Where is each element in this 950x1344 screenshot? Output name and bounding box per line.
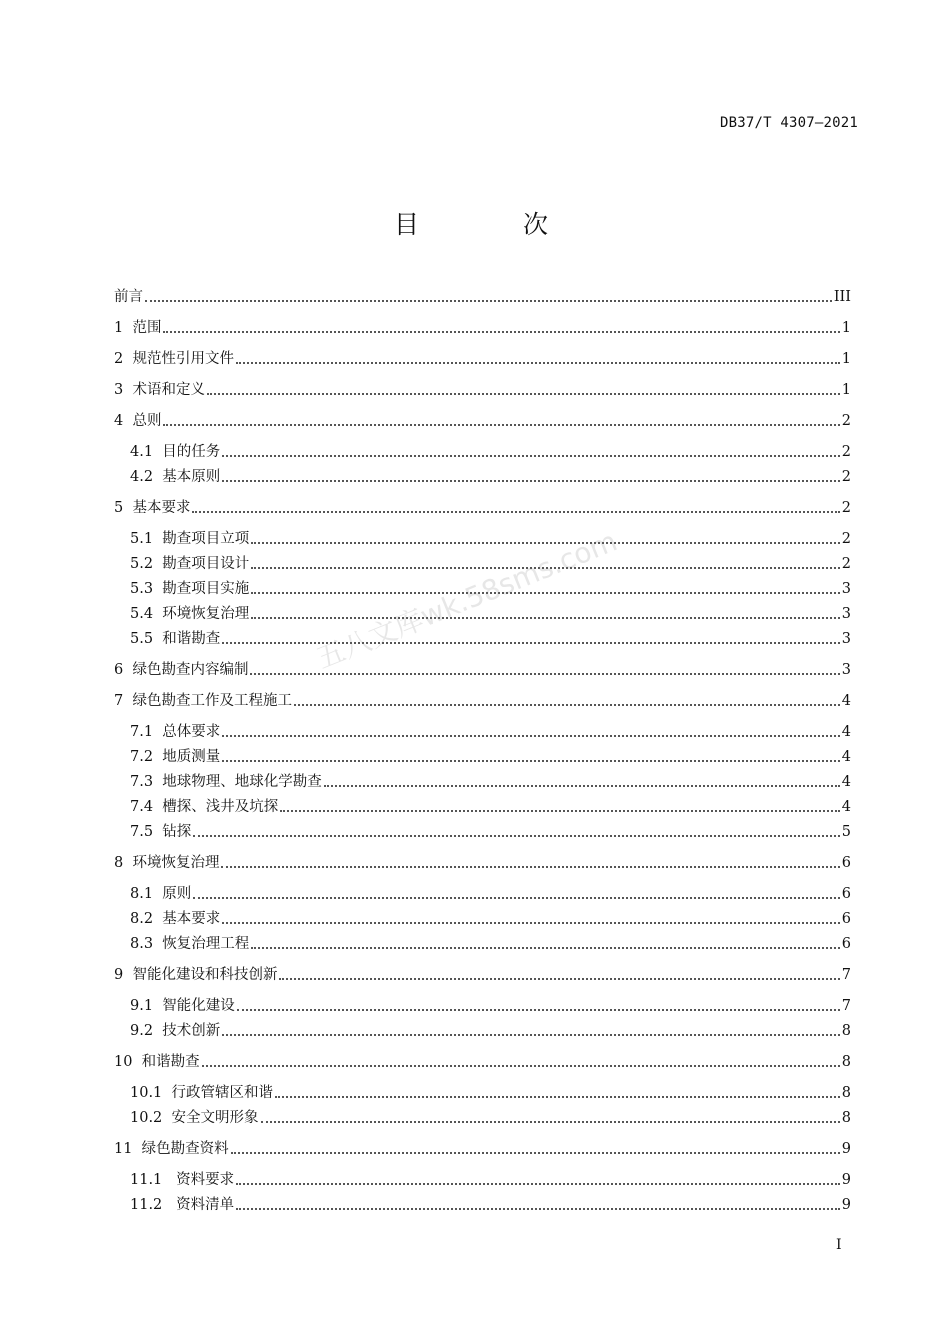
toc-dot-leader (222, 760, 839, 762)
toc-entry-page: 7 (841, 967, 851, 983)
toc-entry-page: 4 (841, 724, 851, 740)
toc-entry[interactable] (130, 1169, 851, 1191)
toc-entry[interactable] (130, 441, 851, 463)
page-number: I (836, 1237, 842, 1253)
toc-entry[interactable] (114, 852, 851, 874)
toc-entry-label: 前言 (114, 289, 143, 305)
toc-entry-page: 2 (841, 531, 851, 547)
toc-entry-label: 5.3 勘查项目实施 (130, 581, 250, 597)
toc-entry-label: 7.4 槽探、浅井及坑探 (130, 799, 279, 815)
toc-entry-label: 5.2 勘查项目设计 (130, 556, 250, 572)
toc-entry-label: 8 环境恢复治理 (114, 855, 220, 871)
toc-dot-leader (222, 735, 839, 737)
toc-entry-page: 1 (841, 351, 851, 367)
toc-entry-label: 11 绿色勘查资料 (114, 1141, 229, 1157)
toc-entry-page: 2 (841, 556, 851, 572)
toc-entry-page: 4 (841, 749, 851, 765)
toc-dot-leader (202, 1065, 840, 1067)
toc-entry-page: 5 (841, 824, 851, 840)
toc-entry-label: 4.2 基本原则 (130, 469, 221, 485)
toc-dot-leader (221, 866, 839, 868)
toc-dot-leader (222, 1034, 839, 1036)
toc-entry-label: 9 智能化建设和科技创新 (114, 967, 278, 983)
toc-entry-label: 6 绿色勘查内容编制 (114, 662, 249, 678)
toc-entry-page: 3 (841, 606, 851, 622)
toc-entry[interactable] (130, 628, 851, 650)
toc-entry-page: 1 (841, 382, 851, 398)
toc-dot-leader (231, 1152, 840, 1154)
toc-dot-leader (275, 1096, 840, 1098)
toc-entry[interactable] (114, 497, 851, 519)
toc-entry[interactable] (130, 908, 851, 930)
toc-entry[interactable] (130, 553, 851, 575)
toc-dot-leader (251, 567, 839, 569)
toc-dot-leader (163, 424, 839, 426)
toc-entry-page: 9 (841, 1141, 851, 1157)
toc-entry-page: 4 (841, 799, 851, 815)
toc-entry[interactable] (130, 603, 851, 625)
toc-dot-leader (324, 785, 840, 787)
toc-dot-leader (193, 897, 839, 899)
toc-dot-leader (280, 810, 839, 812)
toc-entry-page: 4 (841, 774, 851, 790)
toc-entry[interactable] (114, 410, 851, 432)
toc-dot-leader (237, 1009, 840, 1011)
toc-dot-leader (250, 673, 839, 675)
toc-entry[interactable] (130, 578, 851, 600)
toc-entry-page: 7 (841, 998, 851, 1014)
toc-entry[interactable] (130, 995, 851, 1017)
toc-entry-label: 10.1 行政管辖区和谐 (130, 1085, 274, 1101)
toc-entry-label: 4 总则 (114, 413, 162, 429)
toc-entry-page: 6 (841, 936, 851, 952)
toc-entry[interactable] (130, 721, 851, 743)
toc-entry-label: 7.1 总体要求 (130, 724, 221, 740)
toc-entry-label: 5 基本要求 (114, 500, 191, 516)
toc-entry-label: 1 范围 (114, 320, 162, 336)
toc-dot-leader (251, 617, 839, 619)
toc-entry-page: 3 (841, 581, 851, 597)
toc-entry[interactable] (114, 1051, 851, 1073)
toc-entry-label: 5.5 和谐勘查 (130, 631, 221, 647)
toc-entry-page: 2 (841, 413, 851, 429)
toc-entry-page: 2 (841, 500, 851, 516)
toc-entry-label: 5.4 环境恢复治理 (130, 606, 250, 622)
toc-entry-page: 9 (841, 1197, 851, 1213)
toc-entry-page: III (833, 289, 851, 305)
toc-dot-leader (251, 592, 839, 594)
toc-entry[interactable] (130, 883, 851, 905)
toc-entry[interactable] (114, 348, 851, 370)
toc-dot-leader (279, 978, 839, 980)
toc-entry[interactable] (130, 771, 851, 793)
toc-dot-leader (193, 835, 839, 837)
toc-entry[interactable] (130, 821, 851, 843)
toc-entry-page: 6 (841, 886, 851, 902)
toc-entry[interactable] (114, 659, 851, 681)
toc-dot-leader (222, 922, 839, 924)
toc-entry-label: 8.2 基本要求 (130, 911, 221, 927)
toc-entry-label: 10.2 安全文明形象 (130, 1110, 259, 1126)
toc-entry-page: 9 (841, 1172, 851, 1188)
toc-entry[interactable] (114, 286, 851, 308)
toc-entry-label: 7.3 地球物理、地球化学勘查 (130, 774, 322, 790)
toc-entry-label: 8.3 恢复治理工程 (130, 936, 250, 952)
toc-dot-leader (145, 300, 832, 302)
toc-entry[interactable] (130, 528, 851, 550)
toc-entry-page: 6 (841, 911, 851, 927)
toc-dot-leader (251, 542, 839, 544)
toc-entry-page: 4 (841, 693, 851, 709)
document-code: DB37/T 4307—2021 (719, 115, 858, 131)
toc-entry-label: 4.1 目的任务 (130, 444, 221, 460)
toc-entry-label: 8.1 原则 (130, 886, 192, 902)
toc-entry-label: 11.1 资料要求 (130, 1172, 235, 1188)
toc-entry-label: 9.2 技术创新 (130, 1023, 221, 1039)
toc-entry[interactable] (114, 379, 851, 401)
toc-dot-leader (294, 704, 840, 706)
toc-dot-leader (261, 1121, 840, 1123)
toc-entry-label: 9.1 智能化建设 (130, 998, 235, 1014)
toc-entry[interactable] (114, 1138, 851, 1160)
toc-entry[interactable] (130, 746, 851, 768)
toc-entry[interactable] (130, 933, 851, 955)
toc-dot-leader (222, 480, 839, 482)
toc-dot-leader (236, 1183, 840, 1185)
toc-entry[interactable] (130, 1020, 851, 1042)
toc-dot-leader (163, 331, 839, 333)
toc-entry[interactable] (130, 466, 851, 488)
toc-entry-label: 11.2 资料清单 (130, 1197, 235, 1213)
toc-entry-page: 3 (841, 662, 851, 678)
toc-entry[interactable] (114, 317, 851, 339)
toc-entry[interactable] (114, 964, 851, 986)
toc-entry[interactable] (130, 1194, 851, 1216)
toc-dot-leader (236, 362, 840, 364)
page-title: 目 次 (394, 210, 596, 239)
toc-entry-page: 2 (841, 444, 851, 460)
toc-dot-leader (207, 393, 840, 395)
toc-entry-page: 6 (841, 855, 851, 871)
toc-entry-label: 10 和谐勘查 (114, 1054, 200, 1070)
toc-entry-label: 2 规范性引用文件 (114, 351, 234, 367)
toc-entry-label: 7.5 钻探 (130, 824, 192, 840)
toc-dot-leader (192, 511, 839, 513)
toc-entry-label: 7 绿色勘查工作及工程施工 (114, 693, 292, 709)
toc-dot-leader (222, 455, 839, 457)
toc-entry-page: 1 (841, 320, 851, 336)
toc-entry-page: 8 (841, 1085, 851, 1101)
toc-dot-leader (222, 642, 839, 644)
toc-entry-page: 8 (841, 1054, 851, 1070)
toc-entry-page: 3 (841, 631, 851, 647)
toc-dot-leader (251, 947, 839, 949)
toc-dot-leader (236, 1208, 840, 1210)
toc-entry[interactable] (130, 1082, 851, 1104)
toc-entry-page: 2 (841, 469, 851, 485)
toc-entry-label: 3 术语和定义 (114, 382, 205, 398)
toc-entry-label: 5.1 勘查项目立项 (130, 531, 250, 547)
toc-entry[interactable] (130, 796, 851, 818)
toc-entry-label: 7.2 地质测量 (130, 749, 221, 765)
watermark: 五八文库wk.58sms.com (311, 524, 622, 676)
toc-entry-page: 8 (841, 1110, 851, 1126)
toc-entry[interactable] (130, 1107, 851, 1129)
toc-entry-page: 8 (841, 1023, 851, 1039)
toc-entry[interactable] (114, 690, 851, 712)
